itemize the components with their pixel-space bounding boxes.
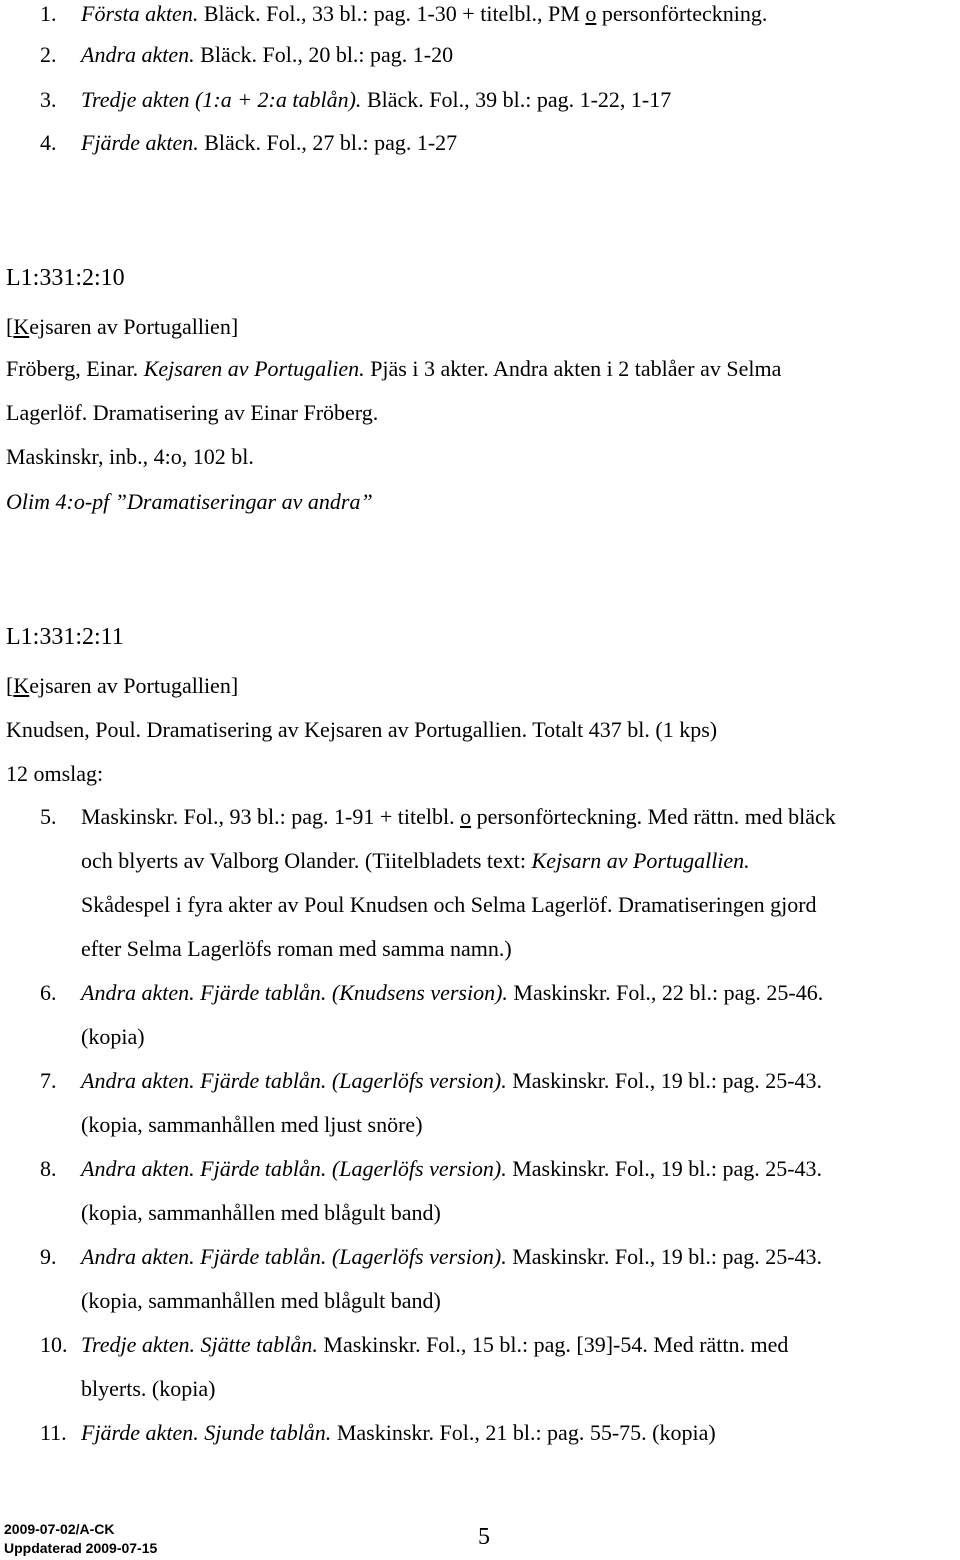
- list-item-continuation: och blyerts av Valborg Olander. (Tiitelbladets text: Kejsarn av Portugallien.: [81, 848, 750, 873]
- list-item: Tredje akten (1:a + 2:a tablån). Bläck. Fol., 39 bl.: pag. 1-22, 1-17: [81, 87, 672, 112]
- list-item-continuation: efter Selma Lagerlöfs roman med samma namn.): [81, 936, 512, 961]
- entry-description: Lagerlöf. Dramatisering av Einar Fröberg.: [6, 400, 379, 425]
- list-item-continuation: blyerts. (kopia): [81, 1376, 216, 1401]
- list-item-continuation: (kopia, sammanhållen med ljust snöre): [81, 1112, 423, 1137]
- list-item: Andra akten. Fjärde tablån. (Lagerlöfs version). Maskinskr. Fol., 19 bl.: pag. 25-43.: [81, 1156, 823, 1181]
- entry-title: [Kejsaren av Portugallien]: [6, 314, 239, 339]
- list-number: 9.: [40, 1244, 57, 1269]
- entry-format: Maskinskr, inb., 4:o, 102 bl.: [6, 444, 254, 469]
- footer-created: 2009-07-02/A-CK: [4, 1521, 115, 1537]
- list-number: 6.: [40, 980, 57, 1005]
- list-item-continuation: (kopia, sammanhållen med blågult band): [81, 1200, 441, 1225]
- list-number: 4.: [40, 130, 57, 155]
- list-item: Fjärde akten. Bläck. Fol., 27 bl.: pag. 1-27: [81, 130, 458, 155]
- entry-description: Fröberg, Einar. Kejsaren av Portugalien. Pjäs i 3 akter. Andra akten i 2 tablåer av Selma: [6, 356, 782, 381]
- list-item: Andra akten. Fjärde tablån. (Lagerlöfs version). Maskinskr. Fol., 19 bl.: pag. 25-43.: [81, 1244, 823, 1269]
- entry-covers: 12 omslag:: [6, 761, 104, 786]
- footer-updated: Uppdaterad 2009-07-15: [4, 1540, 158, 1556]
- entry-title: [Kejsaren av Portugallien]: [6, 673, 239, 698]
- list-number: 10.: [40, 1332, 68, 1357]
- page-number: 5: [478, 1524, 490, 1550]
- list-number: 7.: [40, 1068, 57, 1093]
- entry-note: Olim 4:o-pf ”Dramatiseringar av andra”: [6, 489, 373, 514]
- list-item-continuation: (kopia, sammanhållen med blågult band): [81, 1288, 441, 1313]
- list-item: Första akten. Bläck. Fol., 33 bl.: pag. 1-30 + titelbl., PM o personförteckning.: [81, 1, 768, 26]
- list-number: 5.: [40, 804, 57, 829]
- list-item-continuation: (kopia): [81, 1024, 145, 1049]
- entry-code: L1:331:2:10: [6, 265, 125, 291]
- list-item: Andra akten. Bläck. Fol., 20 bl.: pag. 1-20: [81, 42, 454, 67]
- list-item-continuation: Skådespel i fyra akter av Poul Knudsen och Selma Lagerlöf. Dramatiseringen gjord: [81, 892, 817, 917]
- entry-description: Knudsen, Poul. Dramatisering av Kejsaren av Portugallien. Totalt 437 bl. (1 kps): [6, 717, 718, 742]
- list-item: Andra akten. Fjärde tablån. (Lagerlöfs version). Maskinskr. Fol., 19 bl.: pag. 25-43.: [81, 1068, 823, 1093]
- list-item: Tredje akten. Sjätte tablån. Maskinskr. Fol., 15 bl.: pag. [39]-54. Med rättn. med: [81, 1332, 789, 1357]
- list-number: 3.: [40, 87, 57, 112]
- list-number: 2.: [40, 42, 57, 67]
- footer-date-stamp: [4, 1520, 157, 1558]
- list-item: Fjärde akten. Sjunde tablån. Maskinskr. Fol., 21 bl.: pag. 55-75. (kopia): [81, 1420, 716, 1445]
- list-number: 8.: [40, 1156, 57, 1181]
- list-item: Maskinskr. Fol., 93 bl.: pag. 1-91 + titelbl. o personförteckning. Med rättn. med bläck: [81, 804, 836, 829]
- list-number: 11.: [40, 1420, 67, 1445]
- entry-code: L1:331:2:11: [6, 624, 124, 650]
- list-number: 1.: [40, 1, 57, 26]
- list-item: Andra akten. Fjärde tablån. (Knudsens version). Maskinskr. Fol., 22 bl.: pag. 25-46.: [81, 980, 824, 1005]
